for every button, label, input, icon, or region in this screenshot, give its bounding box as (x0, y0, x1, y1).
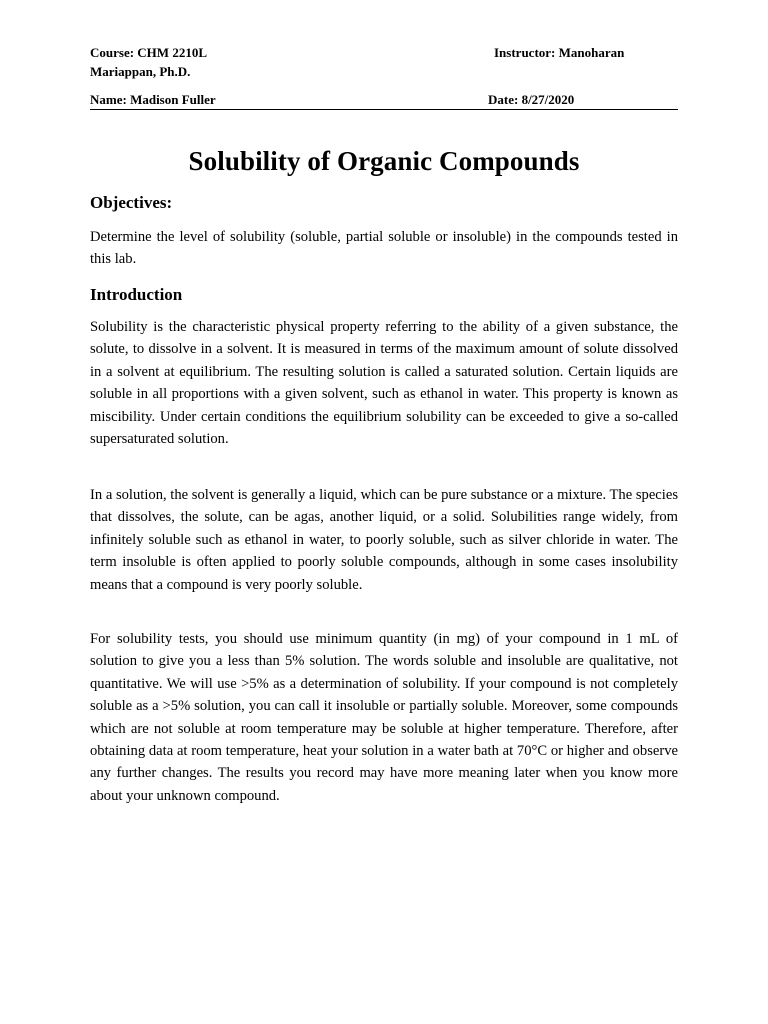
intro-paragraph-1: Solubility is the characteristic physical property referring to the ability of a given substance, the solute, to dissolve in a solvent. It is measured in terms of the maximum amount of solute dissolved in a solvent at equilibrium. The resulting solution is called a saturated solution. Certain liquids are soluble in all proportions with a given solvent, such as ethanol in water. This property is known as miscibility. Under certain conditions the equilibrium solubility can be exceeded to give a so-called supersaturated solution. (90, 319, 678, 448)
page-title: Solubility of Organic Compounds (188, 146, 580, 176)
instructor-name-continued: Mariappan, Ph.D. (90, 64, 191, 79)
introduction-heading: Introduction (90, 285, 183, 304)
course-label: Course: CHM 2210L (90, 45, 207, 60)
header-divider (90, 109, 678, 110)
objectives-heading: Objectives: (90, 193, 173, 212)
student-name: Name: Madison Fuller (90, 92, 216, 107)
instructor-label: Instructor: Manoharan (494, 45, 625, 60)
date-label: Date: 8/27/2020 (488, 92, 575, 107)
intro-paragraph-2: In a solution, the solvent is generally a liquid, which can be pure substance or a mixture. The species that dissolves, the solute, can be agas, another liquid, or a solid. Solubilities range widely, from infinitely soluble such as ethanol in water, to poorly soluble, such as silver chloride in water. The term insoluble is often applied to poorly soluble compounds, although in some cases insolubility means that a compound is very poorly soluble. (90, 487, 678, 593)
intro-paragraph-3: For solubility tests, you should use minimum quantity (in mg) of your compound in 1 mL of solution to give you a less than 5% solution. The words soluble and insoluble are qualitative, not quantitative. We will use >5% as a determination of solubility. If your compound is not completely soluble as a >5% solution, you can call it insoluble or partially soluble. Moreover, some compounds which are not soluble at room temperature may be soluble at higher temperature. Therefore, after obtaining data at room temperature, heat your solution in a water bath at 70°C or higher and observe any further changes. The results you record may have more meaning later when you know more about your unknown compound. (90, 631, 678, 804)
objectives-text: Determine the level of solubility (soluble, partial soluble or insoluble) in the compounds tested in this lab. (90, 229, 678, 268)
